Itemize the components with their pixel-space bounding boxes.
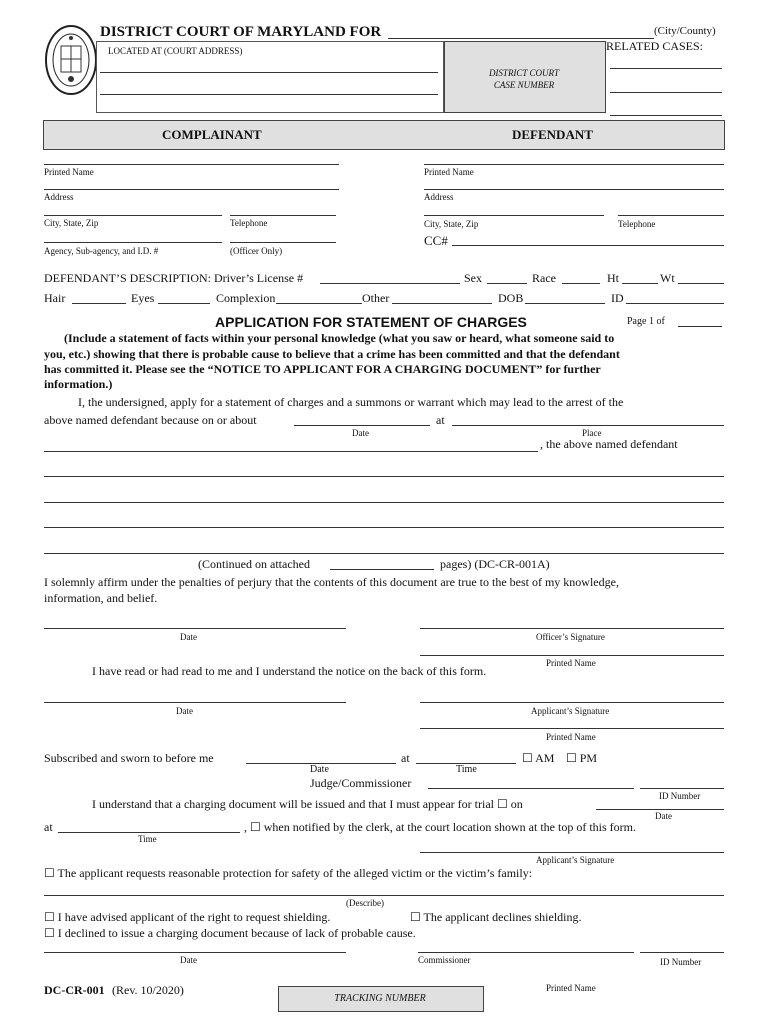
about-date-label: Date (352, 428, 369, 438)
describe-label: (Describe) (346, 898, 384, 908)
page-count-line[interactable] (678, 326, 722, 327)
trial-time-label: Time (138, 834, 157, 844)
about-date-line[interactable] (294, 425, 430, 426)
case-number-label-2: CASE NUMBER (493, 80, 555, 90)
eyes-line[interactable] (158, 303, 210, 304)
located-at-label: LOCATED AT (COURT ADDRESS) (108, 46, 243, 56)
cc-line[interactable] (452, 245, 724, 246)
trial-date-label: Date (655, 811, 672, 821)
statement-line-4[interactable] (44, 553, 724, 554)
related-cases-label: RELATED CASES: (606, 39, 704, 53)
applicant-date-line[interactable] (44, 702, 346, 703)
race-label: Race (532, 271, 556, 285)
applicant-printed-line[interactable] (420, 728, 724, 729)
related-case-line-3[interactable] (610, 115, 722, 116)
statement-line-3[interactable] (44, 527, 724, 528)
defendant-desc-line[interactable] (44, 451, 538, 452)
agency-line[interactable] (44, 242, 222, 243)
complainant-heading: COMPLAINANT (162, 127, 262, 142)
case-number-label-1: DISTRICT COURT (488, 68, 560, 78)
notified-text: , ☐ when notified by the clerk, at the court location shown at the top of this form. (244, 820, 636, 834)
ht-line[interactable] (622, 283, 658, 284)
applicant-signature-line[interactable] (420, 702, 724, 703)
advised-checkbox[interactable]: ☐ I have advised applicant of the right to request shielding. (44, 910, 331, 924)
judge-id-label: ID Number (659, 791, 701, 801)
hair-label: Hair (44, 291, 66, 305)
instructions-line-2: you, etc.) showing that there is probable cause to believe that a crime has been committed and that the defendant (44, 347, 620, 361)
trial-time-line[interactable] (58, 832, 240, 833)
complainant-address-label: Address (44, 192, 74, 202)
complexion-line[interactable] (276, 303, 362, 304)
related-case-line-2[interactable] (610, 92, 722, 93)
pm-checkbox[interactable]: ☐ PM (566, 751, 598, 765)
defendant-city-line[interactable] (424, 215, 604, 216)
continued-prefix: (Continued on attached (198, 557, 310, 571)
commissioner-label: Commissioner (418, 955, 471, 965)
officer-only-label: (Officer Only) (230, 246, 283, 256)
defendant-name-line[interactable] (424, 164, 724, 165)
officer-printed-line[interactable] (420, 655, 724, 656)
trial-at-label: at (44, 820, 53, 834)
commissioner-date-line[interactable] (44, 952, 346, 953)
application-title: APPLICATION FOR STATEMENT OF CHARGES (215, 314, 527, 330)
cc-label: CC# (424, 233, 448, 248)
defendant-city-label: City, State, Zip (424, 219, 479, 229)
other-line[interactable] (392, 303, 492, 304)
complainant-city-line[interactable] (44, 215, 222, 216)
about-at-label: at (436, 413, 445, 427)
commissioner-date-label: Date (180, 955, 197, 965)
instructions-line-3: has committed it. Please see the “NOTICE TO APPLICANT FOR A CHARGING DOCUMENT” for further (44, 362, 601, 376)
defendant-phone-label: Telephone (618, 219, 656, 229)
court-title: DISTRICT COURT OF MARYLAND FOR (100, 24, 382, 40)
officer-date-label: Date (180, 632, 197, 642)
judge-signature-line[interactable] (428, 788, 634, 789)
race-line[interactable] (562, 283, 600, 284)
applicant-signature-label: Applicant’s Signature (531, 706, 610, 716)
ht-label: Ht (607, 271, 619, 285)
drivers-license-line[interactable] (320, 283, 460, 284)
officer-date-line[interactable] (44, 628, 346, 629)
commissioner-printed-label: Printed Name (546, 983, 596, 993)
hair-line[interactable] (72, 303, 126, 304)
defendant-address-line[interactable] (424, 189, 724, 190)
officer-only-line[interactable] (230, 242, 336, 243)
applicant-date-label: Date (176, 706, 193, 716)
wt-label: Wt (660, 271, 675, 285)
complainant-address-line[interactable] (44, 189, 339, 190)
defendant-name-label: Printed Name (424, 167, 474, 177)
parties-header-bar (43, 120, 725, 150)
id-label: ID (611, 291, 624, 305)
describe-line[interactable] (44, 895, 724, 896)
applicant-printed-label: Printed Name (546, 732, 596, 742)
defendant-phone-line[interactable] (618, 215, 724, 216)
other-label: Other (362, 291, 390, 305)
officer-printed-label: Printed Name (546, 658, 596, 668)
id-line[interactable] (626, 303, 724, 304)
complexion-label: Complexion (216, 291, 276, 305)
court-seal (44, 24, 98, 96)
agency-label: Agency, Sub-agency, and I.D. # (44, 246, 159, 256)
declined-issue-checkbox[interactable]: ☐ I declined to issue a charging document because of lack of probable cause. (44, 926, 416, 940)
dob-label: DOB (498, 291, 524, 305)
about-place-label: Place (582, 428, 602, 438)
complainant-city-label: City, State, Zip (44, 218, 99, 228)
judge-commissioner-label: Judge/Commissioner (310, 776, 412, 790)
court-address-line-2[interactable] (100, 94, 438, 95)
understand-text: I understand that a charging document will be issued and that I must appear for trial ☐ on (92, 797, 523, 811)
officer-signature-line[interactable] (420, 628, 724, 629)
complainant-phone-label: Telephone (230, 218, 268, 228)
complainant-phone-line[interactable] (230, 215, 336, 216)
trial-applicant-signature-line[interactable] (420, 852, 724, 853)
sworn-at-label: at (401, 751, 410, 765)
trial-date-line[interactable] (596, 809, 724, 810)
form-revision: (Rev. 10/2020) (112, 983, 184, 997)
sex-label: Sex (464, 271, 482, 285)
trial-applicant-signature-label: Applicant’s Signature (536, 855, 615, 865)
sworn-date-label: Date (310, 764, 329, 775)
statement-line-1[interactable] (44, 476, 724, 477)
defendant-address-label: Address (424, 192, 454, 202)
eyes-label: Eyes (131, 291, 155, 305)
form-number: DC-CR-001 (44, 983, 105, 997)
affirm-line-2: information, and belief. (44, 591, 158, 605)
read-notice-text: I have read or had read to me and I understand the notice on the back of this form. (92, 664, 487, 678)
about-place-line[interactable] (452, 425, 724, 426)
commissioner-signature-line[interactable] (418, 952, 634, 953)
judge-id-line[interactable] (640, 788, 724, 789)
subscribed-text: Subscribed and sworn to before me (44, 751, 214, 765)
affirm-line-1: I solemnly affirm under the penalties of perjury that the contents of this document are true to the best of my knowledge, (44, 575, 619, 589)
declines-checkbox[interactable]: ☐ The applicant declines shielding. (410, 910, 582, 924)
drivers-license-label: DEFENDANT’S DESCRIPTION: Driver’s License # (44, 271, 304, 285)
statement-line-2[interactable] (44, 502, 724, 503)
wt-line[interactable] (678, 283, 724, 284)
commissioner-id-label: ID Number (660, 957, 702, 967)
apply-line-2: above named defendant because on or about (44, 413, 257, 427)
sex-line[interactable] (487, 283, 527, 284)
instructions-line-1: (Include a statement of facts within your personal knowledge (what you saw or heard, what someone said to (64, 331, 615, 345)
defendant-suffix: , the above named defendant (540, 437, 678, 451)
commissioner-id-line[interactable] (640, 952, 724, 953)
protection-checkbox[interactable]: ☐ The applicant requests reasonable protection for safety of the alleged victim or the victim’s family: (44, 866, 533, 880)
related-case-line-1[interactable] (610, 68, 722, 69)
am-checkbox[interactable]: ☐ AM (522, 751, 555, 765)
officer-signature-label: Officer’s Signature (536, 632, 605, 642)
apply-line-1: I, the undersigned, apply for a statement of charges and a summons or warrant which may lead to the arrest of the (78, 395, 624, 409)
continued-suffix: pages) (DC-CR-001A) (440, 557, 550, 571)
complainant-name-label: Printed Name (44, 167, 94, 177)
defendant-heading: DEFENDANT (512, 127, 593, 142)
complainant-name-line[interactable] (44, 164, 339, 165)
page-of-label: Page 1 of (627, 316, 665, 327)
sworn-time-label: Time (456, 764, 477, 775)
city-county-label: (City/County) (654, 25, 716, 37)
instructions-line-4: information.) (44, 377, 113, 391)
continued-pages-line[interactable] (330, 569, 434, 570)
court-address-line-1[interactable] (100, 72, 438, 73)
dob-line[interactable] (525, 303, 605, 304)
tracking-number-label: TRACKING NUMBER (334, 993, 426, 1004)
